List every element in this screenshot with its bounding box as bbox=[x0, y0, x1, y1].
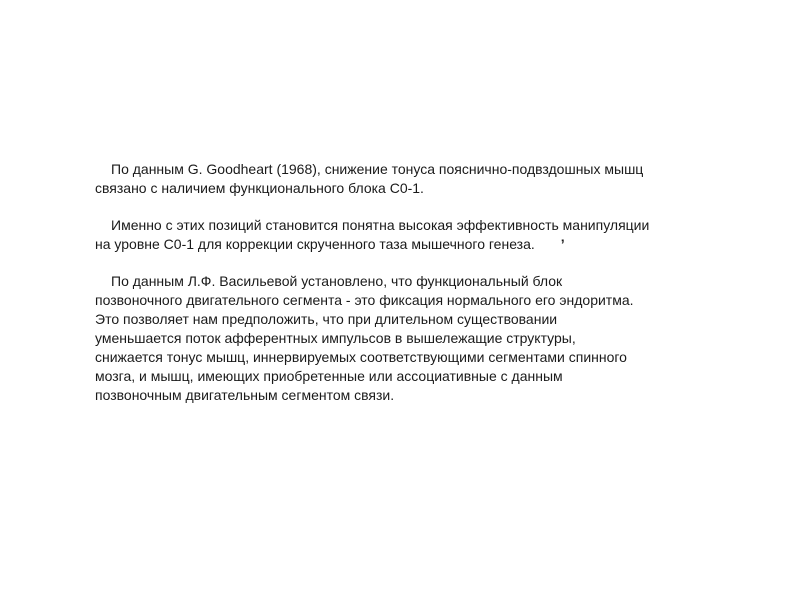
text-line: снижается тонус мышц, иннервируемых соответствующими сегментами спинного bbox=[95, 349, 627, 365]
text-line: По данным Л.Ф. Васильевой установлено, что функциональный блок bbox=[111, 273, 563, 289]
paragraph-gap bbox=[95, 198, 735, 216]
body-text bbox=[95, 160, 735, 405]
text-line: Это позволяет нам предположить, что при длительном существовании bbox=[95, 311, 558, 327]
text-line: позвоночным двигательным сегментом связи. bbox=[95, 387, 395, 403]
text-line-content: на уровне С0-1 для коррекции скрученного таза мышечного генеза. bbox=[95, 236, 535, 252]
text-line bbox=[95, 235, 735, 254]
text-line: По данным G. Goodheart (1968), снижение тонуса пояснично-подвздошных мышц bbox=[111, 161, 644, 177]
paragraph-manipulation bbox=[95, 216, 735, 254]
paragraph-vasilieva bbox=[95, 272, 735, 405]
paragraph-gap bbox=[95, 254, 735, 272]
text-line: уменьшается поток афферентных импульсов в вышележащие структуры, bbox=[95, 330, 576, 346]
text-line: Именно с этих позиций становится понятна высокая эффективность манипуляции bbox=[111, 217, 650, 233]
paragraph-goodheart bbox=[95, 160, 735, 198]
apostrophe-mark: ’ bbox=[560, 236, 565, 252]
text-line: связано с наличием функционального блока С0-1. bbox=[95, 180, 424, 196]
text-line: позвоночного двигательного сегмента - это фиксация нормального его эндоритма. bbox=[95, 292, 634, 308]
text-line: мозга, и мышц, имеющих приобретенные или ассоциативные с данным bbox=[95, 368, 563, 384]
